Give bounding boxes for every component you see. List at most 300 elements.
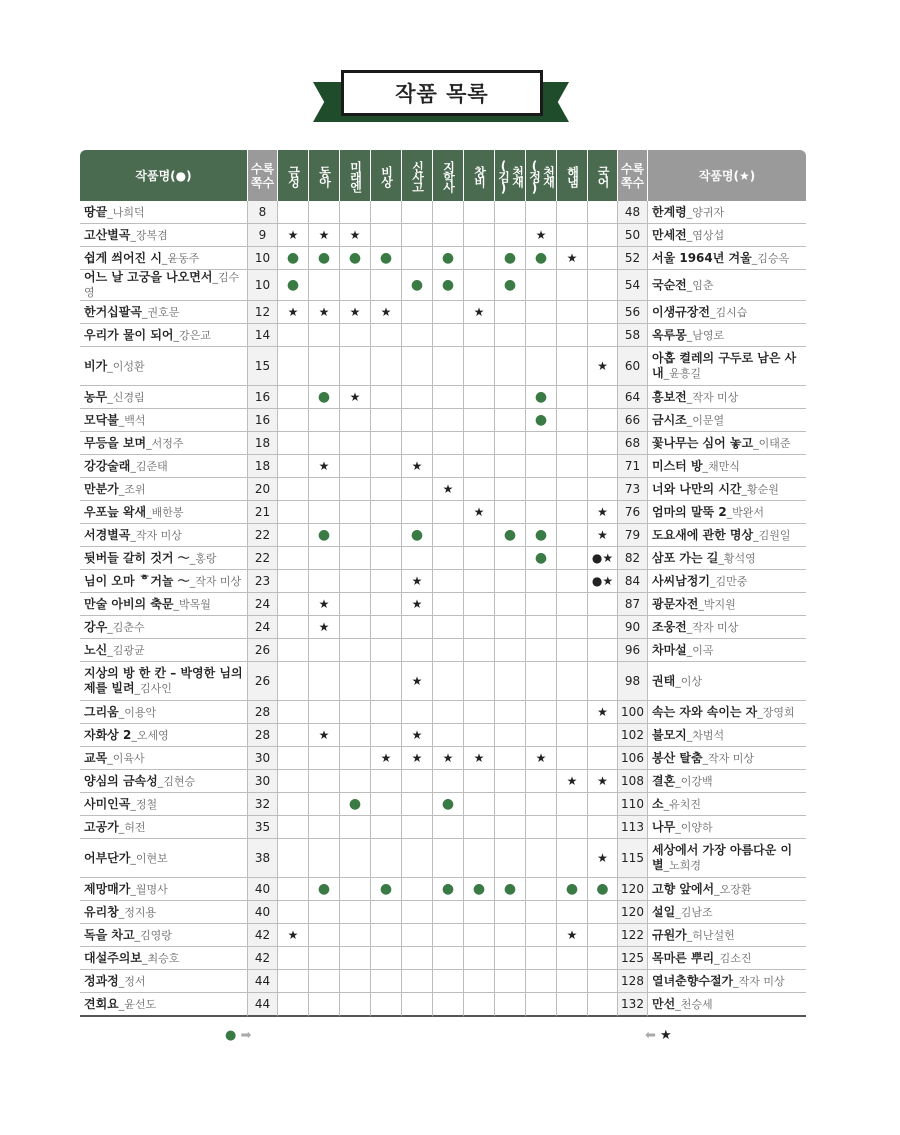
publisher-mark-cell xyxy=(526,432,557,455)
page-number: 100 xyxy=(621,705,644,719)
page-number-cell xyxy=(618,524,648,547)
publisher-mark-cell xyxy=(278,501,309,524)
publisher-mark-cell xyxy=(588,747,618,770)
publisher-mark-cell xyxy=(495,432,526,455)
work-title-cell xyxy=(648,639,806,662)
publisher-mark-cell xyxy=(557,201,588,224)
star-icon: ★ xyxy=(566,928,578,942)
publisher-mark-cell xyxy=(464,570,495,593)
table-row xyxy=(80,593,806,616)
work-title: 흥보전 xyxy=(652,389,687,404)
publisher-mark-cell xyxy=(588,324,618,347)
work-title-cell xyxy=(80,947,248,970)
publisher-mark-cell xyxy=(557,347,588,386)
work-title: 속는 자와 속이는 자 xyxy=(652,704,758,719)
publisher-mark-cell xyxy=(433,409,464,432)
publisher-mark-cell xyxy=(278,747,309,770)
publisher-mark-cell xyxy=(309,662,340,701)
publisher-mark-cell xyxy=(526,878,557,901)
publisher-mark-cell xyxy=(433,770,464,793)
publisher-mark-cell xyxy=(464,747,495,770)
publisher-mark-cell xyxy=(402,878,433,901)
work-title: 고산별곡 xyxy=(84,227,131,242)
publisher-mark-cell xyxy=(433,639,464,662)
publisher-mark-cell xyxy=(464,347,495,386)
publisher-mark-cell xyxy=(340,747,371,770)
page-title: 작품 목록 xyxy=(341,70,543,116)
publisher-mark-cell xyxy=(588,839,618,878)
publisher-mark-cell xyxy=(464,639,495,662)
publisher-mark-cell xyxy=(557,770,588,793)
publisher-mark-cell xyxy=(464,593,495,616)
page-number-cell xyxy=(618,816,648,839)
publisher-mark-cell xyxy=(464,816,495,839)
page-number: 26 xyxy=(254,674,271,688)
work-title: 어부단가 xyxy=(84,850,131,865)
publisher-mark-cell xyxy=(340,409,371,432)
publisher-mark-cell xyxy=(371,501,402,524)
publisher-mark-cell xyxy=(433,524,464,547)
page-number: 40 xyxy=(254,905,271,919)
work-title-cell xyxy=(80,639,248,662)
page-number-cell xyxy=(248,878,278,901)
publisher-mark-cell xyxy=(557,701,588,724)
work-author: _김남조 xyxy=(675,905,713,919)
publisher-mark-cell xyxy=(526,324,557,347)
work-author: _염상섭 xyxy=(686,228,725,242)
publisher-mark-cell xyxy=(526,409,557,432)
work-title-cell xyxy=(80,793,248,816)
star-icon: ★ xyxy=(535,228,547,242)
page-number: 28 xyxy=(254,705,271,719)
publisher-mark-cell xyxy=(309,593,340,616)
work-title: 열녀춘향수절가 xyxy=(652,973,734,988)
work-title-cell xyxy=(648,970,806,993)
page-number: 30 xyxy=(254,751,271,765)
work-author: _김사인 xyxy=(134,682,172,695)
publisher-mark-cell xyxy=(557,593,588,616)
dot-icon: ● xyxy=(472,881,486,897)
work-title-cell xyxy=(648,878,806,901)
work-title-cell xyxy=(648,593,806,616)
work-title-cell xyxy=(80,201,248,224)
work-title-cell xyxy=(648,901,806,924)
publisher-mark-cell xyxy=(557,547,588,570)
work-title: 서경별곡 xyxy=(84,527,131,542)
publisher-mark-cell xyxy=(433,924,464,947)
page-number: 115 xyxy=(621,851,644,865)
publisher-mark-cell xyxy=(495,770,526,793)
publisher-mark-cell xyxy=(495,347,526,386)
publisher-mark-cell xyxy=(495,501,526,524)
work-title-cell xyxy=(648,455,806,478)
publisher-mark-cell xyxy=(402,701,433,724)
publisher-mark-cell xyxy=(371,409,402,432)
work-title-cell xyxy=(648,947,806,970)
publisher-mark-cell xyxy=(526,301,557,324)
publisher-mark-cell xyxy=(340,639,371,662)
work-title: 지상의 방 한 칸 – 박영한 님의 제를 빌려 xyxy=(84,666,243,695)
publisher-mark-cell xyxy=(402,547,433,570)
publisher-mark-cell xyxy=(588,993,618,1017)
publisher-mark-cell xyxy=(340,301,371,324)
star-icon: ★ xyxy=(597,359,608,373)
publisher-mark-cell xyxy=(371,301,402,324)
star-icon: ★ xyxy=(318,620,330,634)
publisher-mark-cell xyxy=(495,924,526,947)
page-number-cell xyxy=(618,501,648,524)
page-number: 56 xyxy=(624,305,641,319)
publisher-mark-cell xyxy=(278,593,309,616)
publisher-mark-cell xyxy=(278,724,309,747)
publisher-mark-cell xyxy=(278,793,309,816)
publisher-mark-cell xyxy=(495,901,526,924)
work-title-cell xyxy=(648,409,806,432)
dot-icon: ● xyxy=(317,527,331,543)
page-number: 18 xyxy=(254,436,271,450)
publisher-mark-cell xyxy=(495,386,526,409)
work-title: 농무 xyxy=(84,389,108,404)
work-title-cell xyxy=(648,270,806,301)
publisher-mark-cell xyxy=(340,970,371,993)
work-title: 쉽게 씌어진 시 xyxy=(84,250,162,265)
page-number-cell xyxy=(618,947,648,970)
work-title: 모닥불 xyxy=(84,412,119,427)
publisher-mark-cell xyxy=(278,639,309,662)
page-number-cell xyxy=(618,347,648,386)
publisher-mark-cell xyxy=(402,455,433,478)
publisher-mark-cell xyxy=(588,347,618,386)
publisher-mark-cell xyxy=(371,639,402,662)
work-title: 노신 xyxy=(84,642,108,657)
work-title-cell xyxy=(80,570,248,593)
publisher-mark-cell xyxy=(433,501,464,524)
publisher-mark-cell xyxy=(278,701,309,724)
publisher-mark-cell xyxy=(340,432,371,455)
publisher-mark-cell xyxy=(340,247,371,270)
work-author: _유치진 xyxy=(663,797,701,811)
publisher-mark-cell xyxy=(278,816,309,839)
work-title: 옥루몽 xyxy=(652,327,687,342)
work-title-cell xyxy=(80,432,248,455)
page-number-cell xyxy=(248,270,278,301)
work-title-cell xyxy=(648,770,806,793)
publisher-mark-cell xyxy=(495,878,526,901)
page-number: 113 xyxy=(621,820,644,834)
publisher-mark-cell xyxy=(309,793,340,816)
work-title: 규원가 xyxy=(652,927,687,942)
header-publisher xyxy=(557,150,588,201)
star-icon: ★ xyxy=(287,928,299,942)
publisher-mark-cell xyxy=(557,270,588,301)
publisher-mark-cell xyxy=(402,432,433,455)
dot-icon: ● xyxy=(286,250,300,266)
publisher-mark-cell xyxy=(309,201,340,224)
publisher-mark-cell xyxy=(402,201,433,224)
publisher-mark-cell xyxy=(340,616,371,639)
table-row xyxy=(80,901,806,924)
publisher-mark-cell xyxy=(340,501,371,524)
work-author: _노희경 xyxy=(663,859,701,872)
publisher-mark-cell xyxy=(495,547,526,570)
work-title-cell xyxy=(80,701,248,724)
page-number-cell xyxy=(618,724,648,747)
page-number-cell xyxy=(248,793,278,816)
work-title-cell xyxy=(80,816,248,839)
dot-icon: ● xyxy=(441,796,455,812)
table-row xyxy=(80,816,806,839)
header-left-page-label: 수록 쪽수 xyxy=(250,161,275,190)
publisher-mark-cell xyxy=(588,270,618,301)
star-icon: ★ xyxy=(411,574,423,588)
star-icon: ★ xyxy=(597,774,608,788)
star-icon: ★ xyxy=(566,251,578,265)
table-row xyxy=(80,570,806,593)
work-title-cell xyxy=(80,878,248,901)
work-title-cell xyxy=(80,478,248,501)
header-publisher-label: 비상 xyxy=(379,166,394,186)
publisher-mark-cell xyxy=(526,547,557,570)
publisher-mark-cell xyxy=(464,455,495,478)
work-title: 정과정 xyxy=(84,973,119,988)
publisher-mark-cell xyxy=(588,501,618,524)
publisher-mark-cell xyxy=(588,662,618,701)
publisher-mark-cell xyxy=(278,570,309,593)
star-icon: ★ xyxy=(380,751,392,765)
star-icon: ★ xyxy=(597,505,608,519)
publisher-mark-cell xyxy=(340,324,371,347)
publisher-mark-cell xyxy=(340,224,371,247)
work-title-cell xyxy=(648,478,806,501)
dot-icon: ● xyxy=(348,250,362,266)
publisher-mark-cell xyxy=(526,524,557,547)
page-number: 96 xyxy=(624,643,641,657)
work-title: 어느 날 고궁을 나오면서 xyxy=(84,270,213,284)
page-number: 14 xyxy=(254,328,271,342)
header-left-name-label: 작품명(●) xyxy=(135,168,192,183)
table-row xyxy=(80,386,806,409)
page-number: 35 xyxy=(254,820,271,834)
work-author: _홍랑 xyxy=(189,551,217,565)
publisher-mark-cell xyxy=(340,455,371,478)
table-row xyxy=(80,270,806,301)
page-number-cell xyxy=(618,839,648,878)
work-author: _윤동주 xyxy=(161,251,200,265)
work-author: _조위 xyxy=(118,482,146,496)
publisher-mark-cell xyxy=(588,432,618,455)
table-row xyxy=(80,639,806,662)
publisher-mark-cell xyxy=(464,501,495,524)
dot-icon: ● xyxy=(565,881,579,897)
publisher-mark-cell xyxy=(588,224,618,247)
work-title: 강강술래 xyxy=(84,458,131,473)
work-title-cell xyxy=(648,247,806,270)
works-table xyxy=(80,150,806,1017)
publisher-mark-cell xyxy=(588,924,618,947)
publisher-mark-cell xyxy=(402,662,433,701)
work-author: _김현승 xyxy=(157,774,196,788)
page-number-cell xyxy=(248,501,278,524)
table-row xyxy=(80,924,806,947)
header-publisher-label: 지학사 xyxy=(441,161,456,191)
publisher-mark-cell xyxy=(278,201,309,224)
header-publisher xyxy=(278,150,309,201)
publisher-mark-cell xyxy=(588,878,618,901)
publisher-mark-cell xyxy=(526,901,557,924)
publisher-mark-cell xyxy=(557,501,588,524)
work-author: _김원일 xyxy=(753,528,791,542)
star-icon: ★ xyxy=(318,305,330,319)
work-title-cell xyxy=(648,570,806,593)
publisher-mark-cell xyxy=(433,816,464,839)
page-number-cell xyxy=(618,793,648,816)
publisher-mark-cell xyxy=(340,724,371,747)
header-publisher xyxy=(309,150,340,201)
work-title: 님이 오마 ᄒ거놀 ～ xyxy=(84,573,190,588)
table-row xyxy=(80,793,806,816)
dot-icon: ● xyxy=(410,277,424,293)
work-author: _장복겸 xyxy=(130,228,168,242)
star-icon: ★ xyxy=(411,751,423,765)
publisher-mark-cell xyxy=(464,924,495,947)
page-number: 87 xyxy=(624,597,641,611)
work-title-cell xyxy=(648,616,806,639)
page-number-cell xyxy=(618,409,648,432)
publisher-mark-cell xyxy=(464,901,495,924)
publisher-mark-cell xyxy=(340,662,371,701)
work-title-cell xyxy=(80,547,248,570)
publisher-mark-cell xyxy=(495,409,526,432)
publisher-mark-cell xyxy=(402,747,433,770)
page-number: 50 xyxy=(624,228,641,242)
page-number-cell xyxy=(618,324,648,347)
publisher-mark-cell xyxy=(588,947,618,970)
publisher-mark-cell xyxy=(402,501,433,524)
publisher-mark-cell xyxy=(309,639,340,662)
publisher-mark-cell xyxy=(557,524,588,547)
work-title: 땅끝 xyxy=(84,204,108,219)
table-header xyxy=(80,150,806,201)
page-number-cell xyxy=(618,970,648,993)
header-publisher xyxy=(526,150,557,201)
star-icon: ★ xyxy=(318,459,330,473)
page-number: 90 xyxy=(624,620,641,634)
publisher-mark-cell xyxy=(371,478,402,501)
page-number-cell xyxy=(248,839,278,878)
publisher-mark-cell xyxy=(309,478,340,501)
publisher-mark-cell xyxy=(433,270,464,301)
work-title: 만선 xyxy=(652,996,676,1011)
work-title: 결혼 xyxy=(652,773,676,788)
publisher-mark-cell xyxy=(402,324,433,347)
publisher-mark-cell xyxy=(526,501,557,524)
work-title-cell xyxy=(80,224,248,247)
page-number-cell xyxy=(618,770,648,793)
publisher-mark-cell xyxy=(278,432,309,455)
publisher-mark-cell xyxy=(464,724,495,747)
work-title: 도요새에 관한 명상 xyxy=(652,527,754,542)
work-author: _배한봉 xyxy=(146,505,184,519)
work-title: 대설주의보 xyxy=(84,950,142,965)
work-author: _이상 xyxy=(675,674,702,688)
page-number: 22 xyxy=(254,528,271,542)
publisher-mark-cell xyxy=(526,247,557,270)
star-icon: ★ xyxy=(349,390,361,404)
publisher-mark-cell xyxy=(588,724,618,747)
page-number: 24 xyxy=(254,597,271,611)
work-title-cell xyxy=(648,924,806,947)
work-author: _김수영 xyxy=(84,271,240,299)
publisher-mark-cell xyxy=(557,386,588,409)
page-number-cell xyxy=(248,247,278,270)
publisher-mark-cell xyxy=(433,747,464,770)
publisher-mark-cell xyxy=(402,970,433,993)
publisher-mark-cell xyxy=(340,839,371,878)
publisher-mark-cell xyxy=(588,770,618,793)
publisher-mark-cell xyxy=(278,616,309,639)
star-icon: ★ xyxy=(473,751,485,765)
work-author: _이양하 xyxy=(675,820,713,834)
dot-icon: ● xyxy=(441,277,455,293)
publisher-mark-cell xyxy=(402,409,433,432)
publisher-mark-cell xyxy=(464,701,495,724)
work-author: _작자 미상 xyxy=(733,974,785,988)
dot-icon: ● xyxy=(503,527,517,543)
work-title: 교목 xyxy=(84,750,108,765)
page-number-cell xyxy=(618,386,648,409)
publisher-mark-cell xyxy=(557,793,588,816)
publisher-mark-cell xyxy=(495,570,526,593)
page-number: 28 xyxy=(254,728,271,742)
work-author: _정서 xyxy=(118,974,146,988)
publisher-mark-cell xyxy=(402,386,433,409)
publisher-mark-cell xyxy=(557,970,588,993)
publisher-mark-cell xyxy=(340,793,371,816)
publisher-mark-cell xyxy=(371,201,402,224)
header-right-name xyxy=(648,150,806,201)
publisher-mark-cell xyxy=(495,455,526,478)
page-number: 132 xyxy=(621,997,644,1011)
work-title-cell xyxy=(80,501,248,524)
publisher-mark-cell xyxy=(588,201,618,224)
publisher-mark-cell xyxy=(495,324,526,347)
publisher-mark-cell xyxy=(464,270,495,301)
page-number-cell xyxy=(618,901,648,924)
page-number-cell xyxy=(618,639,648,662)
page-number: 16 xyxy=(254,413,271,427)
work-title-cell xyxy=(80,301,248,324)
page-number-cell xyxy=(248,570,278,593)
publisher-mark-cell xyxy=(402,616,433,639)
publisher-mark-cell xyxy=(495,970,526,993)
publisher-mark-cell xyxy=(309,724,340,747)
header-left-page xyxy=(248,150,278,201)
publisher-mark-cell xyxy=(526,993,557,1017)
page-number-cell xyxy=(618,455,648,478)
publisher-mark-cell xyxy=(402,724,433,747)
page-number-cell xyxy=(248,993,278,1017)
publisher-mark-cell xyxy=(433,247,464,270)
publisher-mark-cell xyxy=(309,547,340,570)
mark: ●★ xyxy=(591,574,614,588)
work-author: _남영로 xyxy=(686,328,725,342)
publisher-mark-cell xyxy=(495,793,526,816)
work-author: _윤선도 xyxy=(118,997,157,1011)
publisher-mark-cell xyxy=(371,901,402,924)
publisher-mark-cell xyxy=(526,793,557,816)
header-left-name xyxy=(80,150,248,201)
work-title-cell xyxy=(80,593,248,616)
